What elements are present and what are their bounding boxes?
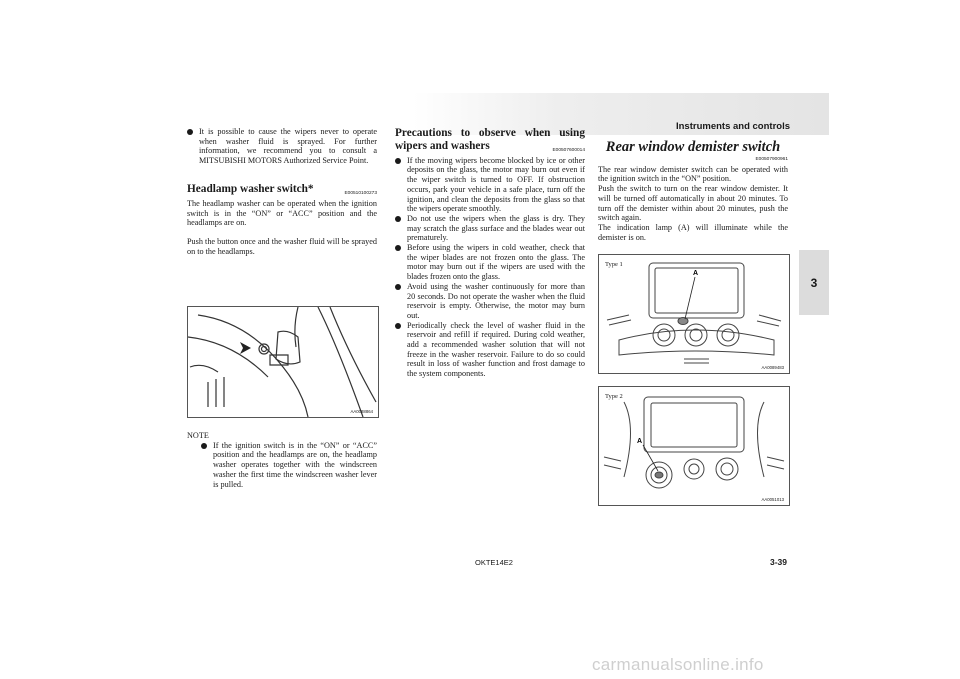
precautions-code: E00507600014 <box>552 148 585 153</box>
chapter-tab: 3 <box>799 250 829 315</box>
bullet-icon <box>395 323 401 329</box>
middle-column <box>395 127 585 379</box>
headlamp-title: Headlamp washer switch* <box>187 182 314 195</box>
dashboard-type2-illustration <box>599 387 789 505</box>
callout-a: A <box>693 270 699 277</box>
headlamp-paragraph-1: The headlamp washer can be operated when the ignition switch is in the “ON” or “ACC” position and the headlamps are on. <box>187 199 377 228</box>
type-label: Type 1 <box>605 261 623 268</box>
intro-text: It is possible to cause the wipers never to operate when washer fluid is sprayed. For further information, we recommend you to consult a MITSUBISHI MOTORS Authorized Service Point. <box>199 127 377 166</box>
precaution-text: Avoid using the washer continuously for more than 20 seconds. Do not operate the washer when the fluid reservoir is empty. Otherwise, the motor may burn out. <box>407 281 585 320</box>
precaution-item <box>395 156 585 214</box>
demister-figure-type2 <box>598 386 790 506</box>
precaution-text: Do not use the wipers when the glass is dry. They may scratch the glass surface and the blades wear out prematurely. <box>407 213 585 243</box>
left-column <box>187 127 377 257</box>
intro-bullet <box>187 127 377 166</box>
precaution-text: If the moving wipers become blocked by ice or other deposits on the glass, the motor may burn out even if the wiper switch is turned to OFF. If obstruction occurs, park your vehicle in a safe place, turn off the ignition, and clean the deposits from the glass so that the wipers operate smoothly. <box>407 155 585 214</box>
document-code: OKTE14E2 <box>475 558 513 567</box>
demister-paragraph-1: The rear window demister switch can be operated with the ignition switch in the “ON” position. <box>598 164 788 184</box>
bullet-icon <box>201 443 207 449</box>
figure-code: AA0088864 <box>350 409 373 414</box>
demister-paragraph-2: Push the switch to turn on the rear window demister. It will be turned off automatically in about 20 minutes. To turn off the demister within about 20 minutes, push the switch again. <box>598 184 788 223</box>
precaution-text: Before using the wipers in cold weather, check that the wiper blades are not frozen onto the glass. The motor may burn out if the wipers are used with the blades frozen onto the glass. <box>407 243 585 282</box>
dashboard-type1-illustration <box>599 255 789 373</box>
headlamp-code: E00510100273 <box>344 191 377 197</box>
demister-figure-type1 <box>598 254 790 374</box>
figure-code: AA0051013 <box>761 497 784 502</box>
note-block <box>187 431 377 489</box>
precaution-item <box>395 243 585 282</box>
bullet-icon <box>395 284 401 290</box>
bullet-icon <box>395 158 401 164</box>
bullet-icon <box>395 245 401 251</box>
note-label: NOTE <box>187 431 209 440</box>
callout-a: A <box>637 438 643 445</box>
precaution-item <box>395 214 585 243</box>
precaution-item <box>395 282 585 321</box>
note-text: If the ignition switch is in the “ON” or “ACC” position and the headlamps are on, the headlamp washer operates together with the windscreen washer the first time the windscreen washer lever is pulled. <box>213 440 377 489</box>
right-column <box>598 140 788 242</box>
note-bullet <box>201 441 377 490</box>
bullet-icon <box>187 129 193 135</box>
precautions-title: Precautions to observe when using wipers and washers <box>395 127 585 152</box>
page-number: 3-39 <box>770 557 788 567</box>
precaution-text: Periodically check the level of washer fluid in the reservoir and refill if required. During cold weather, add a recommended washer solution that will not freeze in the washer reservoir. Failure to do so could result in loss of washer function and frost damage to the system components. <box>407 320 585 379</box>
headlamp-paragraph-2: Push the button once and the washer fluid will be sprayed on to the headlamps. <box>187 237 377 256</box>
bullet-icon <box>395 216 401 222</box>
figure-code: AA0089483 <box>761 365 784 370</box>
headlamp-washer-illustration <box>188 307 378 417</box>
demister-paragraph-3: The indication lamp (A) will illuminate while the demister is on. <box>598 222 788 242</box>
precaution-item <box>395 321 585 379</box>
type-label: Type 2 <box>605 393 623 400</box>
watermark-link[interactable]: carmanualsonline.info <box>592 655 764 674</box>
demister-code: E00507900961 <box>755 157 788 162</box>
headlamp-washer-figure <box>187 306 379 418</box>
section-title: Instruments and controls <box>675 121 790 132</box>
demister-title: Rear window demister switch <box>605 139 781 155</box>
